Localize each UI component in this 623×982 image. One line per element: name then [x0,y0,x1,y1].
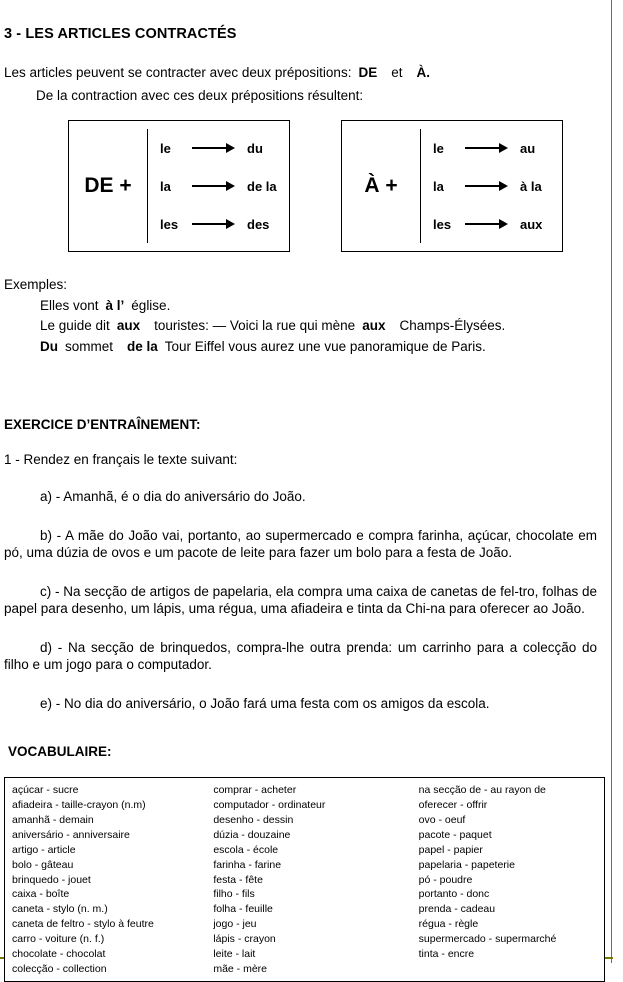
intro-preposition-a: À. [416,65,430,80]
vocab-entry: desenho - dessin [213,813,294,826]
vocab-entry: jogo - jeu [213,918,257,931]
vocab-entry: caneta de feltro - stylo à feutre [12,918,154,931]
a-contraction-box [341,120,563,252]
example-2-part-3: Champs-Élysées. [399,318,506,333]
vocab-entry: pó - poudre [418,873,473,886]
arrow-right-icon [190,142,238,154]
de-contraction-box [68,120,290,252]
page-title: 3 - LES ARTICLES CONTRACTÉS [4,26,237,42]
de-row-les-to: des [247,216,270,232]
a-row-le-to: au [520,140,536,156]
example-3-part-2: Tour Eiffel vous aurez une vue panoramique de Paris. [164,338,486,354]
exercice-item-c: c) - Na secção de artigos de papelaria, ela compra uma caixa de canetas de fel-tro, folhas de papel para desenho, um lápis, uma régua, uma afiadeira e tinta da Chi-na para oferecer ao João. [4,583,597,617]
de-row-les [148,217,289,232]
de-row-la [148,179,289,194]
a-row-les-to: aux [520,216,543,232]
vocab-entry: carro - voiture (n. f.) [12,933,105,946]
vocab-entry: prenda - cadeau [418,903,496,916]
a-row-le-from: le [433,140,444,156]
intro-line-1-text: Les articles peuvent se contracter avec deux prépositions: [4,65,352,80]
vocab-entry: portanto - donc [418,888,490,901]
vocab-entry: na secção de - au rayon de [418,784,546,797]
example-2-bold-1: aux [116,318,141,333]
example-line-2 [0,312,605,333]
example-line-3 [0,333,605,354]
vocab-entry: ovo - oeuf [418,813,466,826]
vocab-entry: supermercado - supermarché [418,933,557,946]
contraction-boxes [0,120,605,270]
vocab-entry: pacote - paquet [418,828,492,841]
arrow-right-icon [463,218,511,230]
vocabulaire-column-3 [416,783,604,977]
example-3-bold-1: Du [40,338,58,354]
example-1-part-2: église. [131,297,171,313]
de-row-le [148,141,289,156]
de-row-les-from: les [160,216,179,232]
vocabulaire-table [4,777,605,982]
a-row-la-to: à la [520,178,542,194]
arrow-right-icon [463,142,511,154]
de-box-prefix: DE + [84,174,132,197]
vocabulaire-column-2 [208,783,415,977]
exercice-instruction: 1 - Rendez en français le texte suivant: [4,452,238,467]
vocab-entry: artigo - article [12,843,76,856]
de-row-le-from: le [160,140,171,156]
vocab-entry: aniversário - anniversaire [12,828,130,841]
vocab-entry: filho - fils [213,888,255,901]
de-row-le-to: du [247,140,263,156]
vocab-entry: mãe - mère [213,963,268,975]
vocab-entry: chocolate - chocolat [12,948,106,961]
arrow-right-icon [190,218,238,230]
example-3-part-1: sommet [65,338,114,354]
a-box-prefix: À + [364,174,398,197]
vocab-entry: festa - fête [213,873,263,886]
vocab-entry: afiadeira - taille-crayon (n.m) [12,799,146,812]
intro-line-2: De la contraction avec ces deux prépositions résultent: [36,87,364,103]
vocab-entry: amanhã - demain [12,813,94,826]
vocab-entry: comprar - acheter [213,784,297,797]
arrow-right-icon [463,180,511,192]
example-1-bold-1: à l’ [105,297,125,313]
vocab-entry: caixa - boîte [12,888,70,901]
vocabulaire-heading: VOCABULAIRE: [8,743,112,759]
vocab-entry: escola - école [213,843,279,856]
exercice-item-e: e) - No dia do aniversário, o João fará uma festa com os amigos da escola. [40,695,490,711]
vocab-entry: leite - lait [213,948,256,961]
a-row-les-from: les [433,216,452,232]
vocab-entry: farinha - farine [213,858,282,871]
exercice-item-b: b) - A mãe do João vai, portanto, ao supermercado e compra farinha, açúcar, chocolate em pó, uma dúzia de ovos e um pacote de leite para fazer um bolo para a festa de João. [4,527,597,561]
vocab-entry: caneta - stylo (n. m.) [12,903,108,916]
a-row-la [421,179,562,194]
vocab-entry: lápis - crayon [213,933,276,946]
exercice-heading: EXERCICE D’ENTRAÎNEMENT: [4,416,201,432]
page-frame-right-line [611,0,612,963]
vocab-entry: oferecer - offrir [418,799,488,812]
exercice-item-d: d) - Na secção de brinquedos, compra-lhe outra prenda: um carrinho para a colecção do filho e um jogo para o computador. [4,639,597,673]
vocab-entry: computador - ordinateur [213,799,326,812]
vocab-entry: bolo - gâteau [12,858,74,871]
vocab-entry: dúzia - douzaine [213,828,291,841]
a-box-rows [421,121,562,251]
arrow-right-icon [190,180,238,192]
vocab-entry: tinta - encre [418,948,475,961]
a-row-la-from: la [433,178,444,194]
de-box-rows [148,121,289,251]
de-row-la-to: de la [247,178,277,194]
vocab-entry: açúcar - sucre [12,784,79,797]
vocabulaire-column-1 [5,783,208,977]
a-row-les [421,217,562,232]
vocab-entry: papel - papier [418,843,483,856]
intro-conjunction: et [391,65,403,80]
example-3-bold-2: de la [127,338,158,354]
example-2-bold-2: aux [362,318,386,333]
example-2-part-2: touristes: — Voici la rue qui mène [154,318,356,333]
exercice-item-a: a) - Amanhã, é o dia do aniversário do João. [40,489,306,504]
vocab-entry: colecção - collection [12,963,107,975]
example-2-part-1: Le guide dit [40,318,110,333]
de-row-la-from: la [160,178,171,194]
example-1-part-1: Elles vont [40,297,99,313]
a-row-le [421,141,562,156]
intro-preposition-de: DE [358,65,378,80]
vocab-entry: brinquedo - jouet [12,873,91,886]
example-line-1 [0,292,605,313]
vocab-entry: papelaria - papeterie [418,858,515,871]
intro-line-1 [0,42,605,80]
vocab-entry: régua - règle [418,918,479,931]
examples-heading: Exemples: [4,277,68,292]
vocab-entry: folha - feuille [213,903,273,916]
